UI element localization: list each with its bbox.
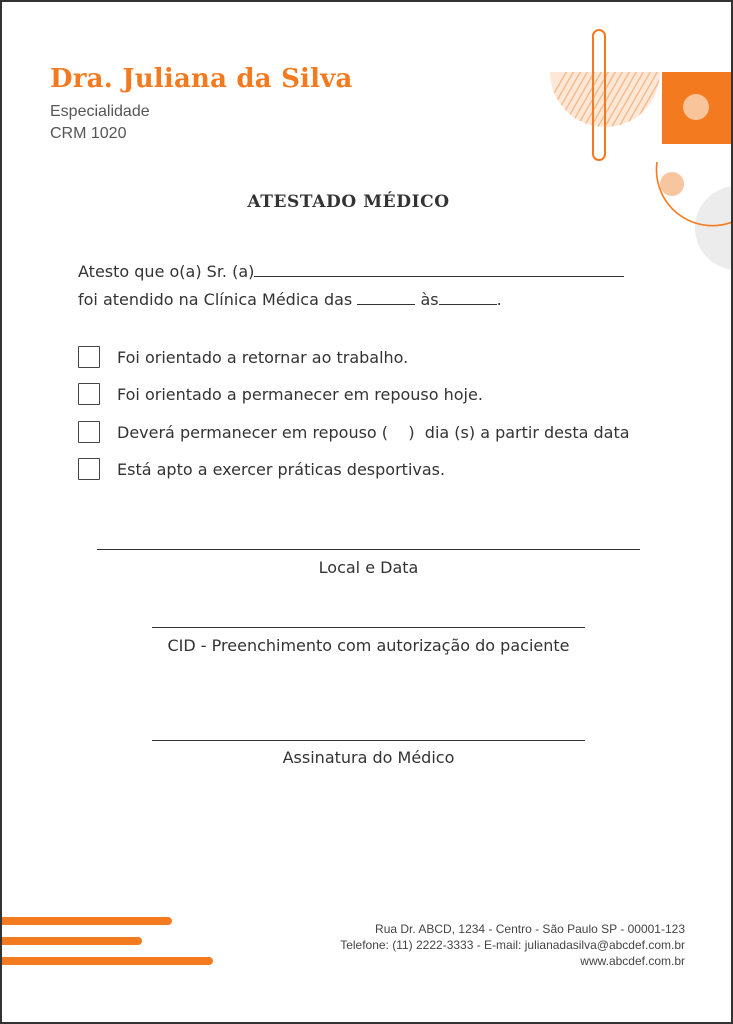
statement-line-2	[78, 290, 502, 309]
start-time-field[interactable]	[357, 290, 415, 305]
checkbox-row-return-work	[78, 344, 408, 370]
grey-circle	[695, 186, 731, 270]
patient-name-field[interactable]	[254, 262, 624, 277]
footer-phone-email: Telefone: (11) 2222-3333 - E-mail: julianadasilva@abcdef.com.br	[340, 938, 685, 952]
cid-line[interactable]	[152, 627, 585, 628]
checkbox-label: Foi orientado a retornar ao trabalho.	[117, 347, 409, 367]
clinic-text: foi atendido na Clínica Médica das	[78, 290, 353, 309]
signature-label: Assinatura do Médico	[282, 748, 455, 767]
footer-bar-1	[0, 917, 172, 925]
checkbox-return-work[interactable]	[78, 346, 100, 368]
checkbox-row-rest-today	[78, 381, 483, 407]
signature-line[interactable]	[152, 740, 585, 741]
footer-bar-2	[0, 937, 142, 945]
local-date-label: Local e Data	[318, 558, 419, 577]
checkbox-label: Foi orientado a permanecer em repouso hoje.	[117, 384, 483, 404]
checkbox-rest-days[interactable]	[78, 421, 100, 443]
until-text: às	[420, 290, 439, 309]
end-time-field[interactable]	[439, 290, 497, 305]
square-inner-circle	[683, 94, 709, 120]
checkbox-sports[interactable]	[78, 458, 100, 480]
decorative-shapes	[2, 2, 731, 302]
checkbox-label: Está apto a exercer práticas desportivas.	[117, 459, 446, 479]
statement-prefix: Atesto que o(a) Sr. (a)	[78, 262, 255, 281]
footer-website: www.abcdef.com.br	[580, 954, 685, 968]
doctor-name: Dra. Juliana da Silva	[50, 64, 353, 94]
footer-bar-3	[0, 957, 213, 965]
crm-number: CRM 1020	[50, 125, 127, 142]
document-title: ATESTADO MÉDICO	[247, 192, 450, 212]
footer-contact	[340, 921, 685, 969]
checkbox-label: Deverá permanecer em repouso ( ) dia (s) a partir desta data	[117, 422, 630, 442]
specialty-label: Especialidade	[50, 103, 150, 120]
cid-label: CID - Preenchimento com autorização do paciente	[167, 636, 570, 655]
checkbox-rest-today[interactable]	[78, 383, 100, 405]
checkbox-row-sports	[78, 456, 445, 482]
local-date-line[interactable]	[97, 549, 640, 550]
statement-line-1	[78, 262, 624, 281]
period-text: .	[496, 290, 502, 309]
checkbox-row-rest-days	[78, 419, 630, 445]
footer-address: Rua Dr. ABCD, 1234 - Centro - São Paulo SP - 00001-123	[375, 922, 685, 936]
